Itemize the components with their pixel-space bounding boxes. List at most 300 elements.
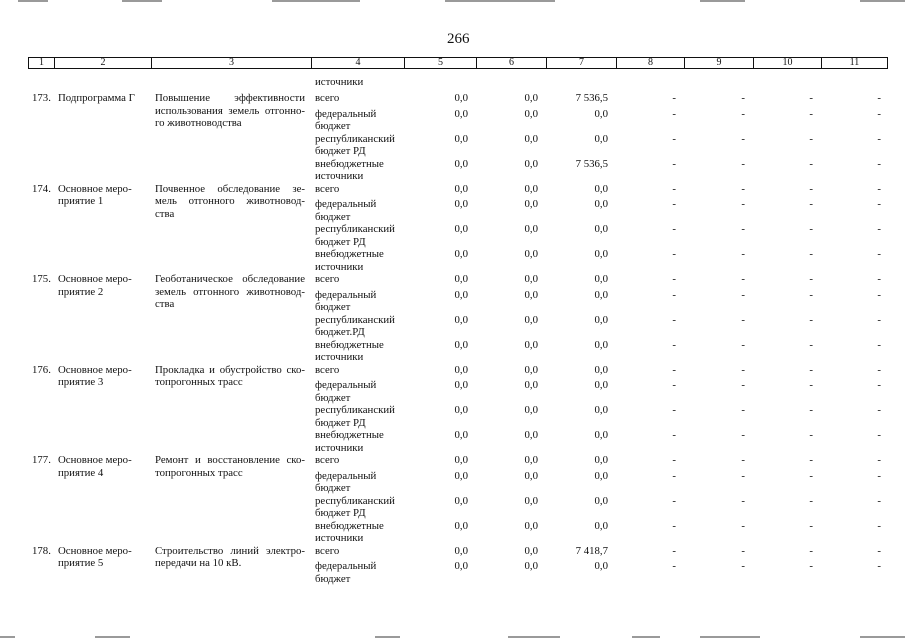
- funding-source-line: источники: [315, 532, 364, 544]
- funding-row: [310, 273, 888, 289]
- amount-col-8: -: [672, 429, 676, 441]
- amount-col-8: -: [672, 379, 676, 391]
- measure-description: [155, 183, 305, 221]
- amount-col-6: 0,0: [524, 560, 538, 572]
- header-cell-2: 2: [54, 58, 151, 68]
- amount-col-7: 0,0: [594, 519, 608, 532]
- amount-col-8: -: [672, 560, 676, 572]
- measure-description: [155, 364, 305, 389]
- measure-name-line: Основное меро-: [58, 363, 132, 376]
- measure-name: [58, 364, 150, 389]
- amount-col-11: -: [877, 273, 881, 285]
- scan-edge-mark: [632, 636, 660, 638]
- amount-col-7: 7 536,5: [575, 157, 608, 170]
- funding-source-line: внебюджетные: [315, 157, 384, 170]
- amount-col-7: 0,0: [594, 469, 608, 482]
- measure-description-line: Ремонт и восстановление ско-: [155, 454, 305, 466]
- funding-source-line: внебюджетные: [315, 248, 384, 260]
- funding-row: [310, 158, 888, 183]
- measure-description: [155, 273, 305, 311]
- amount-col-9: -: [741, 404, 745, 416]
- amount-col-9: -: [741, 429, 745, 441]
- funding-source-line: бюджет: [315, 391, 351, 404]
- table-row: [0, 454, 905, 545]
- amount-col-5: 0,0: [454, 469, 468, 482]
- amount-col-9: -: [741, 560, 745, 572]
- scan-edge-mark: [122, 0, 162, 2]
- funding-source: [315, 495, 395, 520]
- measure-description-line: передачи на 10 кВ.: [155, 557, 242, 569]
- funding-row: [310, 289, 888, 314]
- amount-col-6: 0,0: [524, 248, 538, 260]
- funding-source-line: всего: [315, 544, 340, 557]
- funding-source-line: бюджет РД: [315, 145, 366, 157]
- measure-name-line: Основное меро-: [58, 544, 132, 557]
- funding-source-line: всего: [315, 454, 340, 466]
- amount-col-11: -: [877, 338, 881, 351]
- amount-col-9: -: [741, 288, 745, 301]
- funding-source-line: федеральный: [315, 198, 377, 210]
- amount-col-10: -: [809, 157, 813, 170]
- measure-name-line: приятие 5: [58, 557, 104, 569]
- funding-source: [315, 158, 384, 183]
- amount-col-11: -: [877, 248, 881, 260]
- header-cell-8: 8: [616, 58, 684, 68]
- funding-row: [310, 379, 888, 404]
- funding-sources: [310, 183, 888, 274]
- amount-col-10: -: [809, 338, 813, 351]
- amount-col-9: -: [741, 519, 745, 532]
- measure-name-line: приятие 3: [58, 376, 104, 388]
- amount-col-9: -: [741, 454, 745, 466]
- table-row: [0, 545, 905, 586]
- funding-source-line: федеральный: [315, 560, 377, 572]
- amount-col-7: 0,0: [594, 288, 608, 301]
- funding-source-line: всего: [315, 92, 340, 104]
- amount-col-5: 0,0: [454, 157, 468, 170]
- funding-source-line: республиканский: [315, 494, 395, 507]
- measure-name-line: Основное меро-: [58, 454, 132, 466]
- header-cell-3: 3: [151, 58, 311, 68]
- amount-col-7: 0,0: [594, 454, 608, 466]
- funding-source-line: бюджет: [315, 482, 351, 494]
- header-cell-4: 4: [311, 58, 404, 68]
- funding-source-line: бюджет: [315, 120, 351, 132]
- amount-col-11: -: [877, 429, 881, 441]
- amount-col-7: 0,0: [594, 132, 608, 145]
- scan-edge-mark: [375, 636, 400, 638]
- amount-col-7: 0,0: [594, 363, 608, 376]
- amount-col-10: -: [809, 519, 813, 532]
- amount-col-6: 0,0: [524, 494, 538, 507]
- amount-col-9: -: [741, 544, 745, 557]
- header-cell-10: 10: [753, 58, 821, 68]
- amount-col-7: 0,0: [594, 107, 608, 120]
- funding-row: [310, 545, 888, 561]
- row-number: 173.: [32, 92, 51, 104]
- measure-description-line: топрогонных трасс: [155, 376, 243, 388]
- amount-col-10: -: [809, 560, 813, 572]
- funding-row: [310, 470, 888, 495]
- scan-edge-mark: [445, 0, 555, 2]
- amount-col-10: -: [809, 107, 813, 120]
- measure-name-line: Основное меро-: [58, 273, 132, 285]
- amount-col-8: -: [672, 544, 676, 557]
- funding-source: [315, 198, 376, 223]
- funding-source: [315, 470, 376, 495]
- amount-col-5: 0,0: [454, 313, 468, 326]
- amount-col-7: 0,0: [594, 560, 608, 572]
- funding-source-line: внебюджетные: [315, 429, 384, 441]
- table-row: [0, 183, 905, 274]
- amount-col-10: -: [809, 404, 813, 416]
- amount-col-8: -: [672, 198, 676, 210]
- measure-description-line: ства: [155, 298, 175, 310]
- amount-col-10: -: [809, 544, 813, 557]
- amount-col-8: -: [672, 223, 676, 235]
- amount-col-5: 0,0: [454, 248, 468, 260]
- amount-col-5: 0,0: [454, 560, 468, 572]
- amount-col-6: 0,0: [524, 107, 538, 120]
- amount-col-5: 0,0: [454, 429, 468, 441]
- amount-col-6: 0,0: [524, 429, 538, 441]
- amount-col-8: -: [672, 404, 676, 416]
- measure-name-line: приятие 4: [58, 466, 104, 479]
- amount-col-9: -: [741, 223, 745, 235]
- amount-col-10: -: [809, 248, 813, 260]
- table-header-row: [28, 57, 888, 69]
- funding-source-line: бюджет РД: [315, 235, 366, 248]
- amount-col-6: 0,0: [524, 363, 538, 376]
- amount-col-11: -: [877, 404, 881, 416]
- funding-row: [310, 404, 888, 429]
- funding-row: [310, 454, 888, 470]
- funding-source-line: республиканский: [315, 132, 395, 145]
- funding-sources: [310, 92, 888, 183]
- amount-col-10: -: [809, 429, 813, 441]
- measure-description-line: земель отгонного животновод-: [155, 285, 305, 298]
- amount-col-5: 0,0: [454, 404, 468, 416]
- funding-source-line: бюджет: [315, 210, 351, 223]
- measure-name-line: Основное меро-: [58, 182, 132, 195]
- funding-source: [315, 404, 395, 429]
- amount-col-8: -: [672, 248, 676, 260]
- amount-col-6: 0,0: [524, 198, 538, 210]
- amount-col-6: 0,0: [524, 92, 538, 104]
- funding-source: [315, 289, 376, 314]
- amount-col-6: 0,0: [524, 273, 538, 285]
- amount-col-5: 0,0: [454, 223, 468, 235]
- funding-source: [315, 273, 339, 286]
- amount-col-7: 0,0: [594, 379, 608, 391]
- amount-col-8: -: [672, 157, 676, 170]
- measure-name: [58, 273, 150, 298]
- scan-edge-mark: [18, 0, 48, 2]
- amount-col-6: 0,0: [524, 379, 538, 391]
- funding-source: [315, 520, 384, 545]
- measure-description-line: ства: [155, 207, 175, 220]
- funding-row: [310, 560, 888, 585]
- funding-source: [315, 364, 339, 377]
- measure-description-line: Почвенное обследование зе-: [155, 182, 305, 195]
- funding-source: [315, 429, 384, 454]
- funding-source-line: внебюджетные: [315, 338, 384, 351]
- scan-edge-mark: [860, 636, 905, 638]
- amount-col-5: 0,0: [454, 338, 468, 351]
- amount-col-11: -: [877, 494, 881, 507]
- funding-source-line: республиканский: [315, 223, 395, 235]
- amount-col-7: 0,0: [594, 182, 608, 195]
- measure-name: [58, 545, 150, 570]
- amount-col-5: 0,0: [454, 107, 468, 120]
- amount-col-8: -: [672, 519, 676, 532]
- amount-col-7: 0,0: [594, 198, 608, 210]
- funding-sources: [310, 454, 888, 545]
- amount-col-6: 0,0: [524, 338, 538, 351]
- funding-source: [315, 339, 384, 364]
- amount-col-10: -: [809, 454, 813, 466]
- funding-source-line: федеральный: [315, 379, 377, 391]
- amount-col-5: 0,0: [454, 92, 468, 104]
- amount-col-9: -: [741, 363, 745, 376]
- amount-col-6: 0,0: [524, 157, 538, 170]
- funding-source-line: всего: [315, 273, 340, 285]
- funding-source-line: внебюджетные: [315, 519, 384, 532]
- amount-col-9: -: [741, 107, 745, 120]
- measure-description: [155, 545, 305, 570]
- amount-col-11: -: [877, 469, 881, 482]
- amount-col-7: 0,0: [594, 223, 608, 235]
- page-number: 266: [447, 31, 470, 47]
- measure-description: [155, 92, 305, 130]
- amount-col-8: -: [672, 107, 676, 120]
- amount-col-9: -: [741, 273, 745, 285]
- row-number: 176.: [32, 363, 51, 376]
- funding-sources: [310, 273, 888, 364]
- funding-source: [315, 379, 376, 404]
- scan-edge-mark: [272, 0, 360, 2]
- amount-col-11: -: [877, 363, 881, 376]
- funding-source: [315, 454, 339, 467]
- measure-description: [155, 454, 305, 479]
- row-number: 177.: [32, 454, 51, 466]
- funding-row: [310, 364, 888, 380]
- measure-name-line: Подпрограмма Г: [58, 92, 135, 104]
- funding-source-line: всего: [315, 363, 340, 376]
- amount-col-8: -: [672, 494, 676, 507]
- funding-source-line: источники: [315, 441, 364, 454]
- amount-col-9: -: [741, 182, 745, 195]
- amount-col-5: 0,0: [454, 198, 468, 210]
- amount-col-8: -: [672, 182, 676, 195]
- funding-source-line: источники: [315, 260, 364, 273]
- measure-description-line: Прокладка и обустройство ско-: [155, 363, 305, 376]
- header-cell-6: 6: [476, 58, 546, 68]
- amount-col-11: -: [877, 107, 881, 120]
- amount-col-11: -: [877, 379, 881, 391]
- amount-col-9: -: [741, 248, 745, 260]
- funding-row: [310, 429, 888, 454]
- amount-col-5: 0,0: [454, 182, 468, 195]
- measure-description-line: использования земель отгонно-: [155, 104, 305, 117]
- amount-col-6: 0,0: [524, 469, 538, 482]
- amount-col-6: 0,0: [524, 313, 538, 326]
- measure-description-line: топрогонных трасс: [155, 466, 243, 479]
- funding-source-line: федеральный: [315, 469, 377, 482]
- scan-edge-mark: [0, 636, 15, 638]
- funding-source-line: бюджет.РД: [315, 326, 365, 338]
- amount-col-7: 0,0: [594, 338, 608, 351]
- table-row: [0, 273, 905, 364]
- amount-col-8: -: [672, 363, 676, 376]
- scan-edge-mark: [508, 636, 560, 638]
- amount-col-11: -: [877, 182, 881, 195]
- funding-source-line: республиканский: [315, 313, 395, 326]
- amount-col-8: -: [672, 132, 676, 145]
- header-cell-1: 1: [39, 57, 44, 68]
- scan-edge-mark: [860, 0, 905, 2]
- amount-col-10: -: [809, 223, 813, 235]
- amount-col-7: 0,0: [594, 429, 608, 441]
- amount-col-9: -: [741, 313, 745, 326]
- funding-source-line: бюджет РД: [315, 416, 366, 429]
- amount-col-6: 0,0: [524, 404, 538, 416]
- amount-col-6: 0,0: [524, 519, 538, 532]
- amount-col-11: -: [877, 454, 881, 466]
- amount-col-9: -: [741, 198, 745, 210]
- amount-col-10: -: [809, 132, 813, 145]
- amount-col-10: -: [809, 379, 813, 391]
- amount-col-11: -: [877, 223, 881, 235]
- funding-row: [310, 248, 888, 273]
- amount-col-6: 0,0: [524, 454, 538, 466]
- scan-edge-mark: [700, 0, 745, 2]
- funding-row: [310, 92, 888, 108]
- amount-col-11: -: [877, 157, 881, 170]
- row-number: 178.: [32, 544, 51, 557]
- funding-row: [310, 223, 888, 248]
- scan-edge-mark: [95, 636, 130, 638]
- funding-row: [310, 108, 888, 133]
- amount-col-8: -: [672, 92, 676, 104]
- header-cell-11: 11: [821, 58, 887, 68]
- amount-col-10: -: [809, 469, 813, 482]
- amount-col-5: 0,0: [454, 273, 468, 285]
- funding-source-line: всего: [315, 182, 340, 195]
- funding-source: [315, 545, 339, 558]
- funding-row: [310, 133, 888, 158]
- amount-col-7: 7 418,7: [575, 544, 608, 557]
- amount-col-8: -: [672, 313, 676, 326]
- amount-col-5: 0,0: [454, 494, 468, 507]
- amount-col-8: -: [672, 454, 676, 466]
- table-row: [0, 92, 905, 183]
- funding-source-line: бюджет РД: [315, 507, 366, 519]
- amount-col-9: -: [741, 379, 745, 391]
- funding-source-line: республиканский: [315, 404, 395, 416]
- amount-col-5: 0,0: [454, 288, 468, 301]
- measure-name-line: приятие 2: [58, 285, 104, 298]
- funding-row: [310, 183, 888, 199]
- measure-name: [58, 454, 150, 479]
- amount-col-11: -: [877, 519, 881, 532]
- amount-col-9: -: [741, 338, 745, 351]
- amount-col-7: 0,0: [594, 404, 608, 416]
- amount-col-9: -: [741, 132, 745, 145]
- table-row: [0, 364, 905, 455]
- amount-col-9: -: [741, 92, 745, 104]
- amount-col-6: 0,0: [524, 132, 538, 145]
- amount-col-8: -: [672, 288, 676, 301]
- amount-col-8: -: [672, 469, 676, 482]
- amount-col-9: -: [741, 157, 745, 170]
- amount-col-11: -: [877, 92, 881, 104]
- amount-col-11: -: [877, 132, 881, 145]
- measure-name: [58, 183, 150, 208]
- funding-row: [310, 520, 888, 545]
- amount-col-5: 0,0: [454, 379, 468, 391]
- measure-name-line: приятие 1: [58, 195, 104, 207]
- funding-source-line: источники: [315, 351, 364, 363]
- amount-col-10: -: [809, 313, 813, 326]
- amount-col-11: -: [877, 544, 881, 557]
- funding-source: [315, 248, 384, 273]
- scan-edge-mark: [700, 636, 760, 638]
- carryover-source-line: источники: [315, 76, 364, 88]
- funding-row: [310, 339, 888, 364]
- funding-source-line: бюджет: [315, 572, 351, 585]
- amount-col-5: 0,0: [454, 454, 468, 466]
- funding-source: [315, 133, 395, 158]
- table-body: [0, 92, 905, 585]
- header-cell-7: 7: [546, 58, 616, 68]
- funding-source-line: федеральный: [315, 107, 377, 120]
- funding-sources: [310, 545, 888, 586]
- measure-description-line: го животноводства: [155, 117, 242, 129]
- amount-col-9: -: [741, 494, 745, 507]
- measure-description-line: Строительство линий электро-: [155, 544, 305, 557]
- amount-col-10: -: [809, 288, 813, 301]
- funding-source-line: бюджет: [315, 301, 351, 313]
- amount-col-10: -: [809, 92, 813, 104]
- amount-col-10: -: [809, 363, 813, 376]
- funding-source-line: федеральный: [315, 288, 377, 301]
- amount-col-5: 0,0: [454, 363, 468, 376]
- amount-col-8: -: [672, 273, 676, 285]
- measure-description-line: Повышение эффективности: [155, 92, 305, 104]
- measure-name: [58, 92, 150, 105]
- amount-col-11: -: [877, 288, 881, 301]
- amount-col-5: 0,0: [454, 544, 468, 557]
- amount-col-6: 0,0: [524, 544, 538, 557]
- amount-col-7: 0,0: [594, 248, 608, 260]
- amount-col-6: 0,0: [524, 288, 538, 301]
- row-number: 174.: [32, 182, 51, 195]
- amount-col-7: 7 536,5: [575, 92, 608, 104]
- amount-col-11: -: [877, 313, 881, 326]
- amount-col-6: 0,0: [524, 223, 538, 235]
- amount-col-10: -: [809, 182, 813, 195]
- funding-source-line: источники: [315, 170, 364, 182]
- measure-description-line: Геоботаническое обследование: [155, 273, 305, 285]
- amount-col-6: 0,0: [524, 182, 538, 195]
- funding-source: [315, 314, 395, 339]
- header-cell-5: 5: [404, 58, 476, 68]
- funding-row: [310, 198, 888, 223]
- funding-source: [315, 560, 376, 585]
- funding-source: [315, 183, 339, 196]
- funding-row: [310, 314, 888, 339]
